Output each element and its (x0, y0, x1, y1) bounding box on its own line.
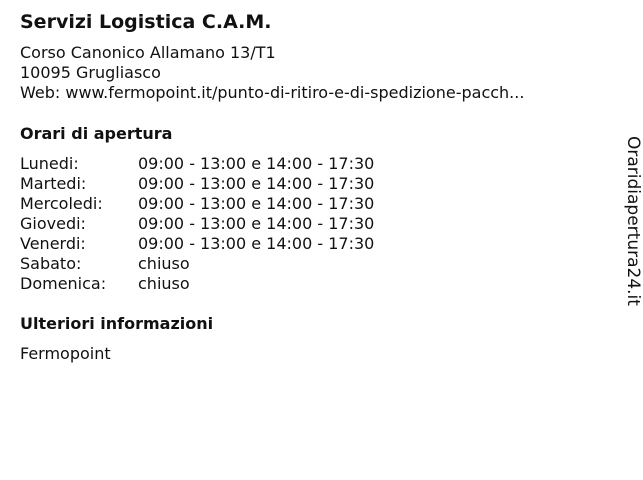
hours-row-saturday (20, 254, 374, 274)
day-hours: chiuso (138, 254, 190, 273)
additional-info-heading: Ulteriori informazioni (20, 314, 214, 333)
day-label: Martedi: (20, 174, 87, 193)
day-label: Domenica: (20, 274, 107, 293)
opening-hours-table (20, 154, 374, 294)
hours-row-monday (20, 154, 374, 174)
business-name: Servizi Logistica C.A.M. (20, 11, 272, 33)
day-label: Giovedi: (20, 214, 86, 233)
hours-row-wednesday (20, 194, 374, 214)
day-hours: 09:00 - 13:00 e 14:00 - 17:30 (138, 174, 375, 193)
hours-row-friday (20, 234, 374, 254)
street-address: Corso Canonico Allamano 13/T1 (20, 43, 276, 62)
day-hours: 09:00 - 13:00 e 14:00 - 17:30 (138, 234, 375, 253)
day-label: Sabato: (20, 254, 82, 273)
day-label: Venerdi: (20, 234, 86, 253)
website[interactable]: Web: www.fermopoint.it/punto-di-ritiro-e-di-spedizione-pacch... (20, 83, 525, 102)
site-watermark: Oraridiapertura24.it (623, 136, 643, 306)
hours-row-tuesday (20, 174, 374, 194)
hours-row-sunday (20, 274, 374, 294)
day-label: Lunedi: (20, 154, 79, 173)
day-hours: 09:00 - 13:00 e 14:00 - 17:30 (138, 214, 375, 233)
address-block (20, 43, 524, 103)
hours-row-thursday (20, 214, 374, 234)
opening-hours-heading: Orari di apertura (20, 124, 173, 143)
day-label: Mercoledi: (20, 194, 103, 213)
city: 10095 Grugliasco (20, 63, 161, 82)
day-hours: 09:00 - 13:00 e 14:00 - 17:30 (138, 194, 375, 213)
day-hours: 09:00 - 13:00 e 14:00 - 17:30 (138, 154, 375, 173)
additional-info-text: Fermopoint (20, 344, 111, 363)
day-hours: chiuso (138, 274, 190, 293)
